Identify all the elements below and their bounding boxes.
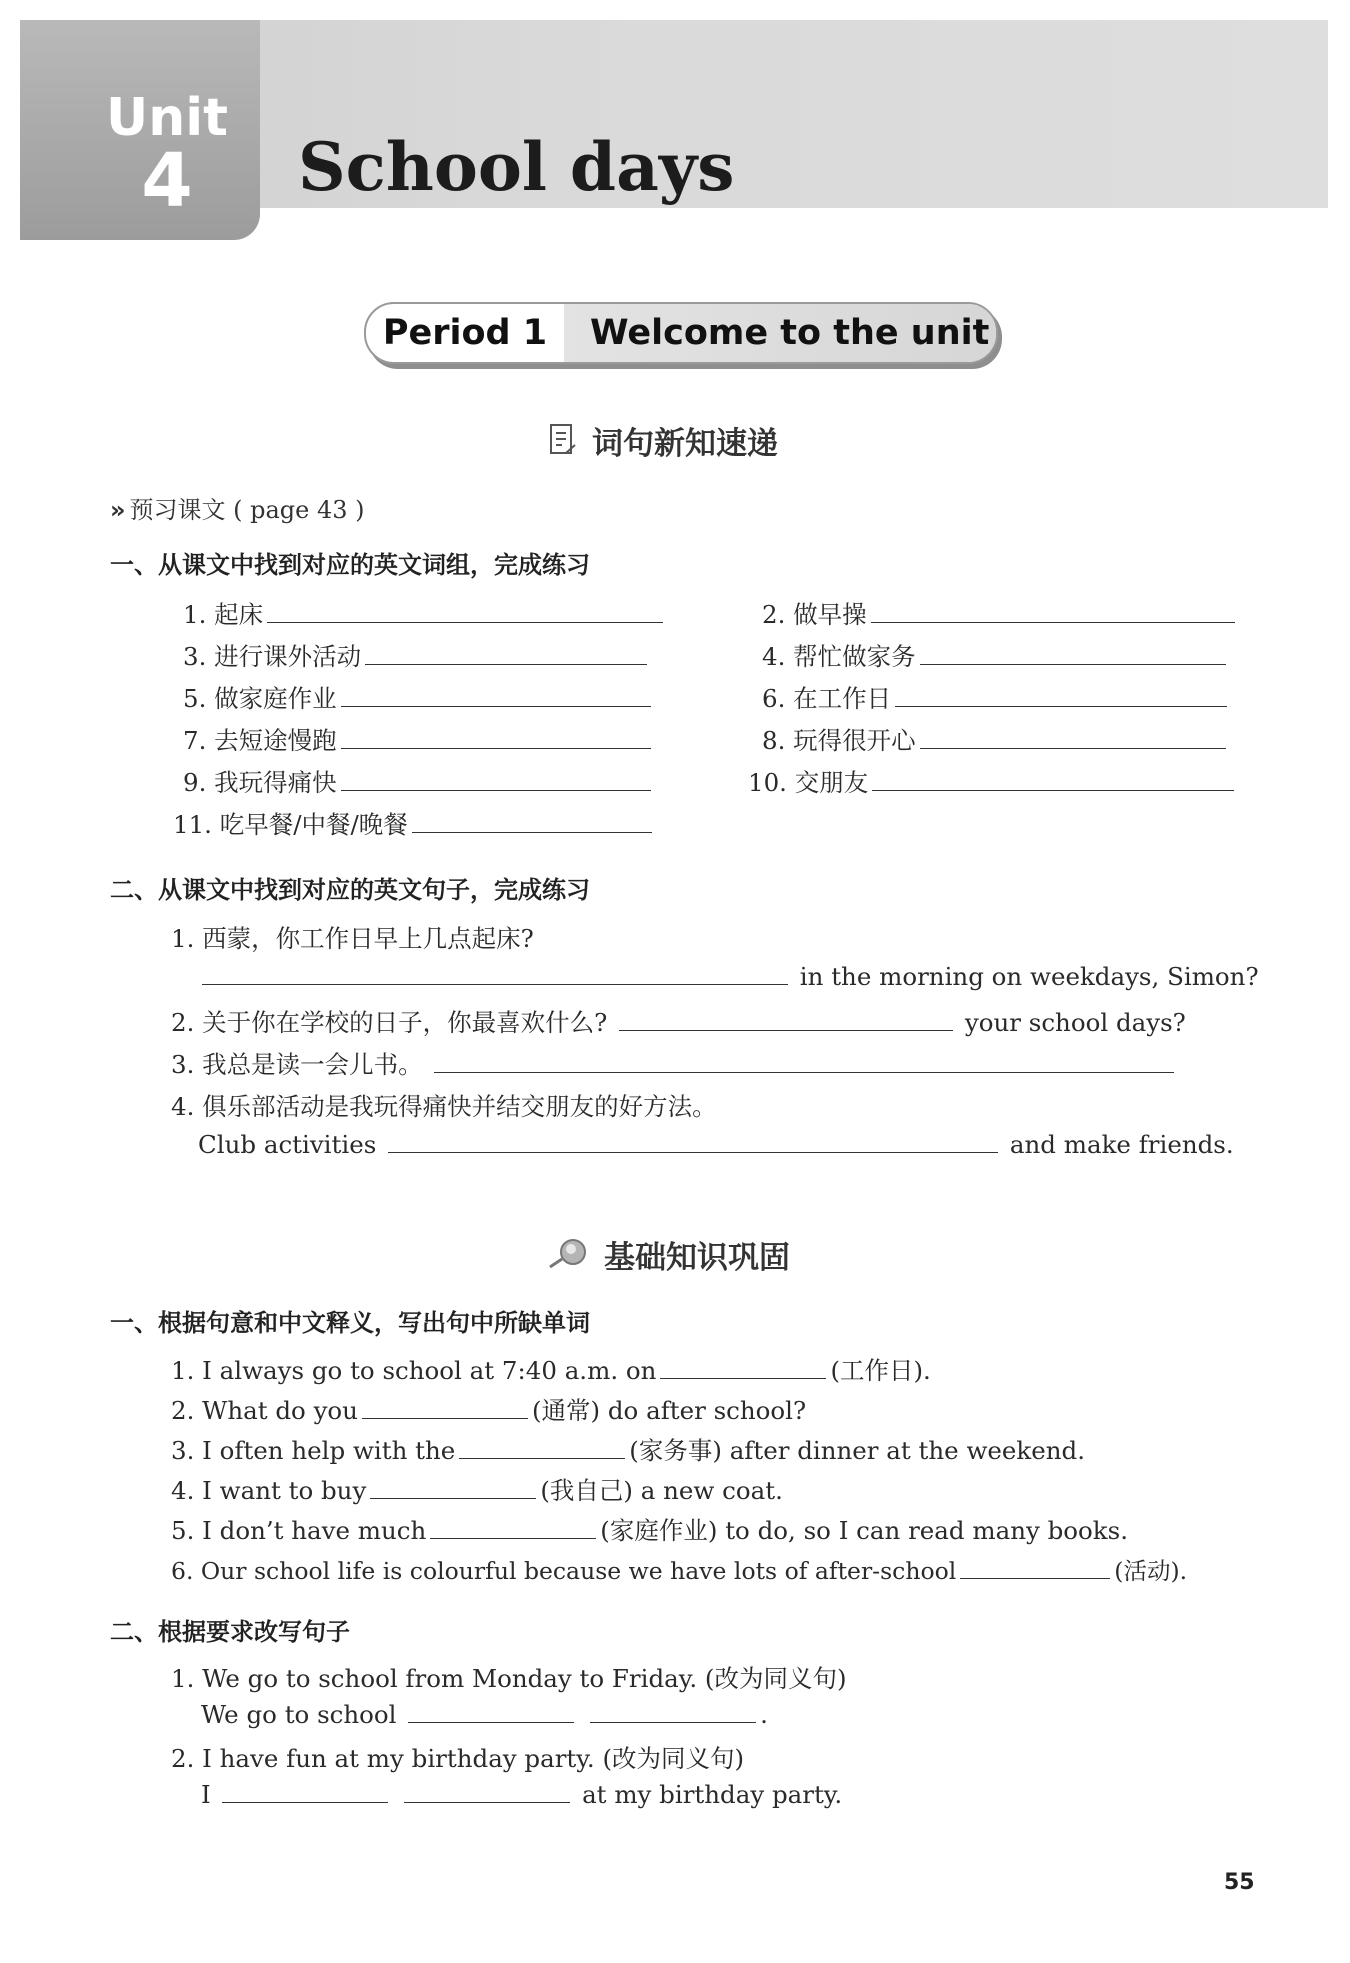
- list-item: [748, 764, 1238, 799]
- item-after: (通常) do after school?: [531, 1396, 807, 1425]
- answer-tail: and make friends.: [1009, 1130, 1234, 1159]
- question-2: [171, 1004, 1186, 1039]
- answer-blank[interactable]: [341, 768, 651, 791]
- fill-item: [171, 1512, 1128, 1547]
- answer-tail: in the morning on weekdays, Simon?: [799, 962, 1259, 991]
- period-title: Welcome to the unit: [564, 304, 996, 362]
- item-text: 2. 做早操: [762, 600, 867, 629]
- answer-blank[interactable]: [341, 684, 651, 707]
- item-text: 9. 我玩得痛快: [183, 768, 337, 797]
- item-after: (家务事) after dinner at the weekend.: [629, 1436, 1086, 1465]
- item-before: 3. I often help with the: [171, 1436, 456, 1465]
- preview-note-text: 预习课文 ( page 43 ): [129, 496, 365, 524]
- answer-blank[interactable]: [920, 642, 1226, 665]
- question-1-answer: [198, 962, 1259, 991]
- item-before: 5. I don’t have much: [171, 1516, 427, 1545]
- item-text: 8. 玩得很开心: [762, 726, 916, 755]
- item-text: 7. 去短途慢跑: [183, 726, 337, 755]
- item-before: 1. I always go to school at 7:40 a.m. on: [171, 1356, 657, 1385]
- answer-blank[interactable]: [660, 1356, 826, 1379]
- unit-word: Unit: [106, 88, 228, 148]
- answer-blank[interactable]: [895, 684, 1227, 707]
- answer-tail: at my birthday party.: [582, 1780, 843, 1809]
- double-chevron-icon: »: [110, 496, 126, 524]
- item-after: (我自己) a new coat.: [540, 1476, 783, 1505]
- list-item: [762, 722, 1230, 757]
- answer-blank[interactable]: [872, 768, 1234, 791]
- list-item: [183, 764, 655, 799]
- answer-head: I: [201, 1780, 211, 1809]
- answer-blank[interactable]: [388, 1130, 998, 1153]
- list-item: [173, 806, 656, 841]
- period-label: Period 1: [382, 313, 548, 353]
- answer-blank[interactable]: [267, 600, 663, 623]
- part1-heading: 一、根据句意和中文释义，写出句中所缺单词: [110, 1309, 590, 1337]
- question-4-cn: 4. 俱乐部活动是我玩得痛快并结交朋友的好方法。: [171, 1092, 717, 1121]
- item-text: 1. 起床: [183, 600, 264, 629]
- rewrite-answer-1: [201, 1700, 768, 1729]
- rewrite-question-2: 2. I have fun at my birthday party. (改为同义句): [171, 1744, 745, 1773]
- rewrite-question-1: 1. We go to school from Monday to Friday. (改为同义句): [171, 1664, 847, 1693]
- list-item: [762, 638, 1230, 673]
- item-before: 2. What do you: [171, 1396, 358, 1425]
- item-after: (工作日).: [830, 1356, 931, 1385]
- item-after: (家庭作业) to do, so I can read many books.: [600, 1516, 1128, 1545]
- item-text: 10. 交朋友: [748, 768, 869, 797]
- fill-item: [171, 1352, 931, 1387]
- list-item: [183, 638, 651, 673]
- answer-blank[interactable]: [871, 600, 1235, 623]
- part2-heading: 二、根据要求改写句子: [110, 1618, 350, 1646]
- item-text: 3. 进行课外活动: [183, 642, 362, 671]
- list-item: [183, 722, 655, 757]
- fill-item: [171, 1432, 1085, 1467]
- list-item: [183, 596, 667, 631]
- answer-blank[interactable]: [430, 1516, 596, 1539]
- item-before: 6. Our school life is colourful because we have lots of after-school: [171, 1557, 957, 1585]
- page-number: 55: [1224, 1870, 1255, 1895]
- fill-item: [171, 1472, 783, 1507]
- answer-blank[interactable]: [202, 962, 788, 985]
- unit-title: School days: [298, 128, 735, 206]
- item-after: (活动).: [1114, 1557, 1188, 1585]
- question-3: [171, 1046, 1178, 1081]
- question-2-cn: 2. 关于你在学校的日子，你最喜欢什么?: [171, 1008, 608, 1037]
- section-title-text: 词句新知速递: [592, 426, 778, 462]
- answer-head: Club activities: [198, 1130, 377, 1159]
- answer-tail: .: [760, 1700, 768, 1729]
- section-title-text: 基础知识巩固: [604, 1240, 790, 1276]
- answer-blank[interactable]: [920, 726, 1226, 749]
- magnifier-icon: [546, 1237, 590, 1283]
- answer-blank[interactable]: [412, 810, 652, 833]
- fill-item: [171, 1392, 806, 1427]
- document-icon: [548, 423, 578, 469]
- answer-blank[interactable]: [590, 1700, 756, 1723]
- fill-item: [171, 1552, 1187, 1586]
- answer-blank[interactable]: [619, 1008, 953, 1031]
- preview-note: [110, 490, 365, 525]
- answer-blank[interactable]: [459, 1436, 625, 1459]
- list-item: [183, 680, 655, 715]
- part2-heading: 二、从课文中找到对应的英文句子，完成练习: [110, 876, 590, 904]
- item-before: 4. I want to buy: [171, 1476, 367, 1505]
- unit-number: 4: [141, 138, 193, 224]
- answer-blank[interactable]: [434, 1050, 1174, 1073]
- period-banner: [364, 302, 998, 364]
- question-4-answer: [198, 1130, 1234, 1159]
- answer-blank[interactable]: [362, 1396, 528, 1419]
- answer-blank[interactable]: [222, 1780, 388, 1803]
- section-title-basic-knowledge: [546, 1236, 790, 1280]
- answer-blank[interactable]: [408, 1700, 574, 1723]
- item-text: 6. 在工作日: [762, 684, 892, 713]
- answer-blank[interactable]: [365, 642, 647, 665]
- list-item: [762, 596, 1239, 631]
- question-1-cn: 1. 西蒙，你工作日早上几点起床?: [171, 924, 534, 953]
- item-text: 11. 吃早餐/中餐/晚餐: [173, 810, 408, 839]
- item-text: 4. 帮忙做家务: [762, 642, 916, 671]
- part1-heading: 一、从课文中找到对应的英文词组，完成练习: [110, 551, 590, 579]
- answer-head: We go to school: [201, 1700, 397, 1729]
- answer-blank[interactable]: [341, 726, 651, 749]
- rewrite-answer-2: [201, 1780, 842, 1809]
- section-title-new-knowledge: [548, 422, 778, 466]
- answer-tail: your school days?: [964, 1008, 1186, 1037]
- answer-blank[interactable]: [960, 1556, 1110, 1579]
- answer-blank[interactable]: [404, 1780, 570, 1803]
- question-3-cn: 3. 我总是读一会儿书。: [171, 1050, 423, 1079]
- answer-blank[interactable]: [370, 1476, 536, 1499]
- item-text: 5. 做家庭作业: [183, 684, 337, 713]
- list-item: [762, 680, 1231, 715]
